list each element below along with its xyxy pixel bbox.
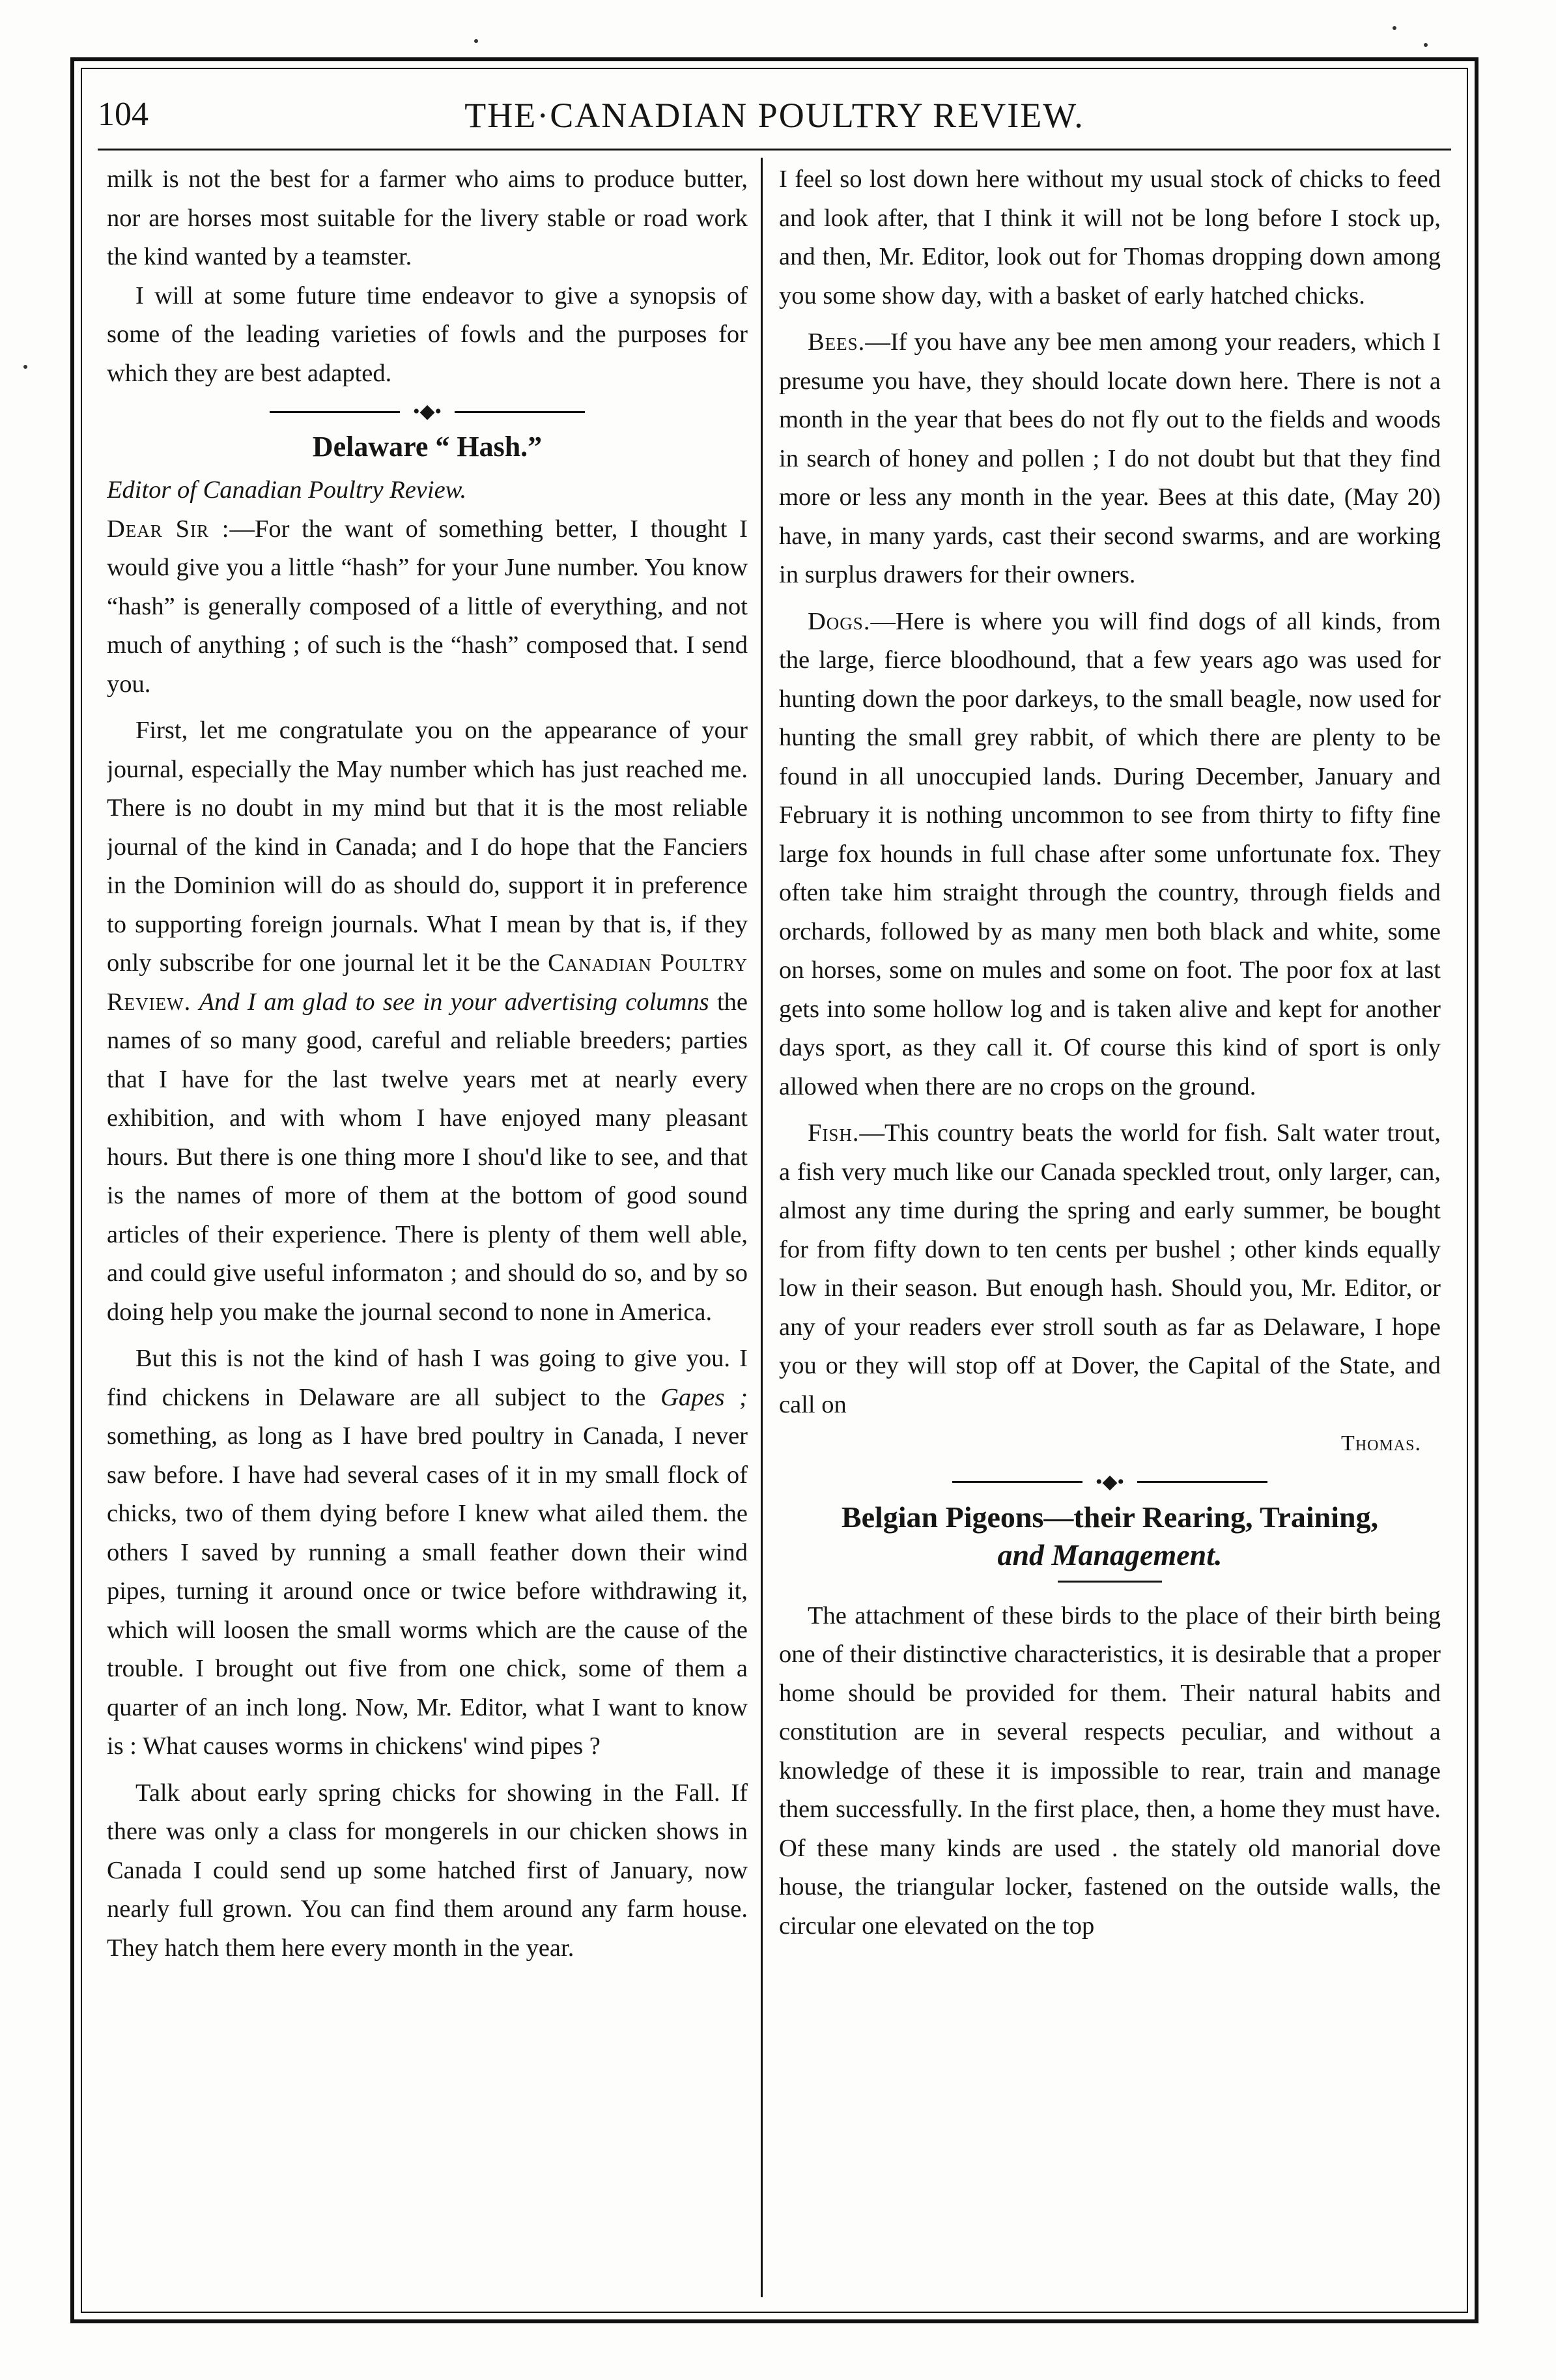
page-number: 104 xyxy=(98,96,149,133)
paragraph-dogs: Dogs.—Here is where you will find dogs of all kinds, from the large, fierce bloodhound, that a few years ago was used for hunting down the poor darkeys, to the small beagle, now used for hunting the small grey rabbit, of which there are plenty to be found in all unoccupied lands. During December, January and February it is nothing uncommon to see from thirty to fifty fine large fox hounds in full chase after some unfortunate fox. They often take him straight through the country, through fields and orchards, followed by as many men both black and white, some on horses, some on mules and some on foot. The poor fox at last gets into some hollow log and is taken alive and kept for another days sport, as they call it. Of course this kind of sport is only allowed when there are no crops on the ground. xyxy=(779,607,1441,1100)
print-speck xyxy=(1393,26,1396,30)
article-heading-line2: and Management. xyxy=(997,1538,1223,1571)
author-signature: Thomas. xyxy=(1341,1431,1421,1455)
article-heading: Delaware “ Hash.” xyxy=(312,431,543,463)
journal-title: THE·CANADIAN POULTRY REVIEW. xyxy=(464,96,1084,135)
journal-name: Canadian Poultry Review. xyxy=(107,949,748,1016)
section-ornament xyxy=(107,402,748,422)
paragraph-fish: Fish.—This country beats the world for fish. Salt water trout, a fish very much like our Canada speckled trout, only larger, can, almost any time during the spring and early summer, be bought for from fifty down to ten cents per bushel ; other kinds equally low in their season. But enough hash. Should you, Mr. Editor, or any of your readers ever stroll south as far as Delaware, I hope you or they will stop off at Dover, the Capital of the State, and call on xyxy=(779,1119,1441,1418)
section-label: Dogs. xyxy=(808,607,871,635)
heading-rule xyxy=(1058,1581,1162,1583)
paragraph: milk is not the best for a farmer who aims to produce butter, nor are horses most suitable for the livery stable or road work the kind wanted by a teamster. xyxy=(107,165,748,270)
paragraph: First, let me congratulate you on the appearance of your journal, especially the May number which has just reached me. There is no doubt in my mind but that it is the most reliable journal of the kind in Canada; and I do hope that the Fanciers in the Dominion will do as should do, support it in preference to supporting foreign journals. What I mean by that is, if they only subscribe for one journal let it be the Canadian Poultry Review. And I am glad to see in your advertising columns the names of so many good, careful and reliable breeders; parties that I have for the last twelve years met at nearly every exhibition, and with whom I have enjoyed many pleasant hours. But there is one thing more I shou'd like to see, and that is the names of more of them at the bottom of good sound articles of their experience. There is plenty of them well able, and could give useful informaton ; and should do so, and by so doing help you make the journal second to none in America. xyxy=(107,717,748,1326)
editor-address: Editor of Canadian Poultry Review. xyxy=(107,476,467,504)
right-column xyxy=(779,160,1441,2297)
paragraph: But this is not the kind of hash I was going to give you. I find chickens in Delaware are all subject to the Gapes ; something, as long as I have bred poultry in Canada, I never saw before. I have had several cases of it in my small flock of chicks, two of them dying before I knew what ailed them. the others I saved by running a small feather down their wind pipes, turning it around once or twice before withdrawing it, which will loosen the small worms which are the cause of the trouble. I brought out five from one chick, some of them a quarter of an inch long. Now, Mr. Editor, what I want to know is : What causes worms in chickens' wind pipes ? xyxy=(107,1345,748,1760)
paragraph: Dear Sir :—For the want of something better, I thought I would give you a little “hash” for your June number. You know “hash” is generally composed of a little of everything, and not much of anything ; of such is the “hash” composed that. I send you. xyxy=(107,515,748,698)
section-label: Fish. xyxy=(808,1119,860,1147)
left-column xyxy=(107,160,748,2297)
paragraph: I feel so lost down here without my usual stock of chicks to feed and look after, that I think it will not be long before I stock up, and then, Mr. Editor, look out for Thomas dropping down among you some show day, with a basket of early hatched chicks. xyxy=(779,165,1441,309)
print-speck xyxy=(1424,43,1428,47)
paragraph-bees: Bees.—If you have any bee men among your readers, which I presume you have, they should locate down here. There is not a month in the year that bees do not fly out to the fields and woods in search of honey and pollen ; I do not doubt but that they find more or less any month in the year. Bees at this date, (May 20) have, in many yards, cast their second swarms, and are working in surplus drawers for their owners. xyxy=(779,328,1441,588)
salutation: Dear Sir : xyxy=(107,515,230,543)
paragraph: The attachment of these birds to the place of their birth being one of their distinctive characteristics, it is desirable that a proper home should be provided for them. Their natural habits and constitution are in several respects peculiar, and without a knowledge of these it is impossible to rear, train and manage them successfully. In the first place, then, a home they must have. Of these many kinds are used . the stately old manorial dove house, the triangular locker, fastened on the outside walls, the circular one elevated on the top xyxy=(779,1601,1441,1940)
print-speck xyxy=(23,365,27,369)
page-border xyxy=(70,57,1478,2323)
article-heading: Belgian Pigeons—their Rearing, Training, xyxy=(841,1500,1379,1534)
ornament-glyph: •◆• xyxy=(412,401,442,422)
section-label: Bees. xyxy=(808,328,866,356)
section-ornament xyxy=(779,1472,1441,1492)
column-divider xyxy=(761,158,763,2297)
print-speck xyxy=(474,39,478,43)
page-header xyxy=(98,86,1451,151)
ornament-glyph: •◆• xyxy=(1095,1470,1125,1493)
paragraph: Talk about early spring chicks for showing in the Fall. If there was only a class for mongerels in our chicken shows in Canada I could send up some hatched first of January, now nearly full grown. You can find them around any farm house. They hatch them here every month in the year. xyxy=(107,1779,748,1962)
paragraph: I will at some future time endeavor to give a synopsis of some of the leading varieties of fowls and the purposes for which they are best adapted. xyxy=(107,281,748,387)
